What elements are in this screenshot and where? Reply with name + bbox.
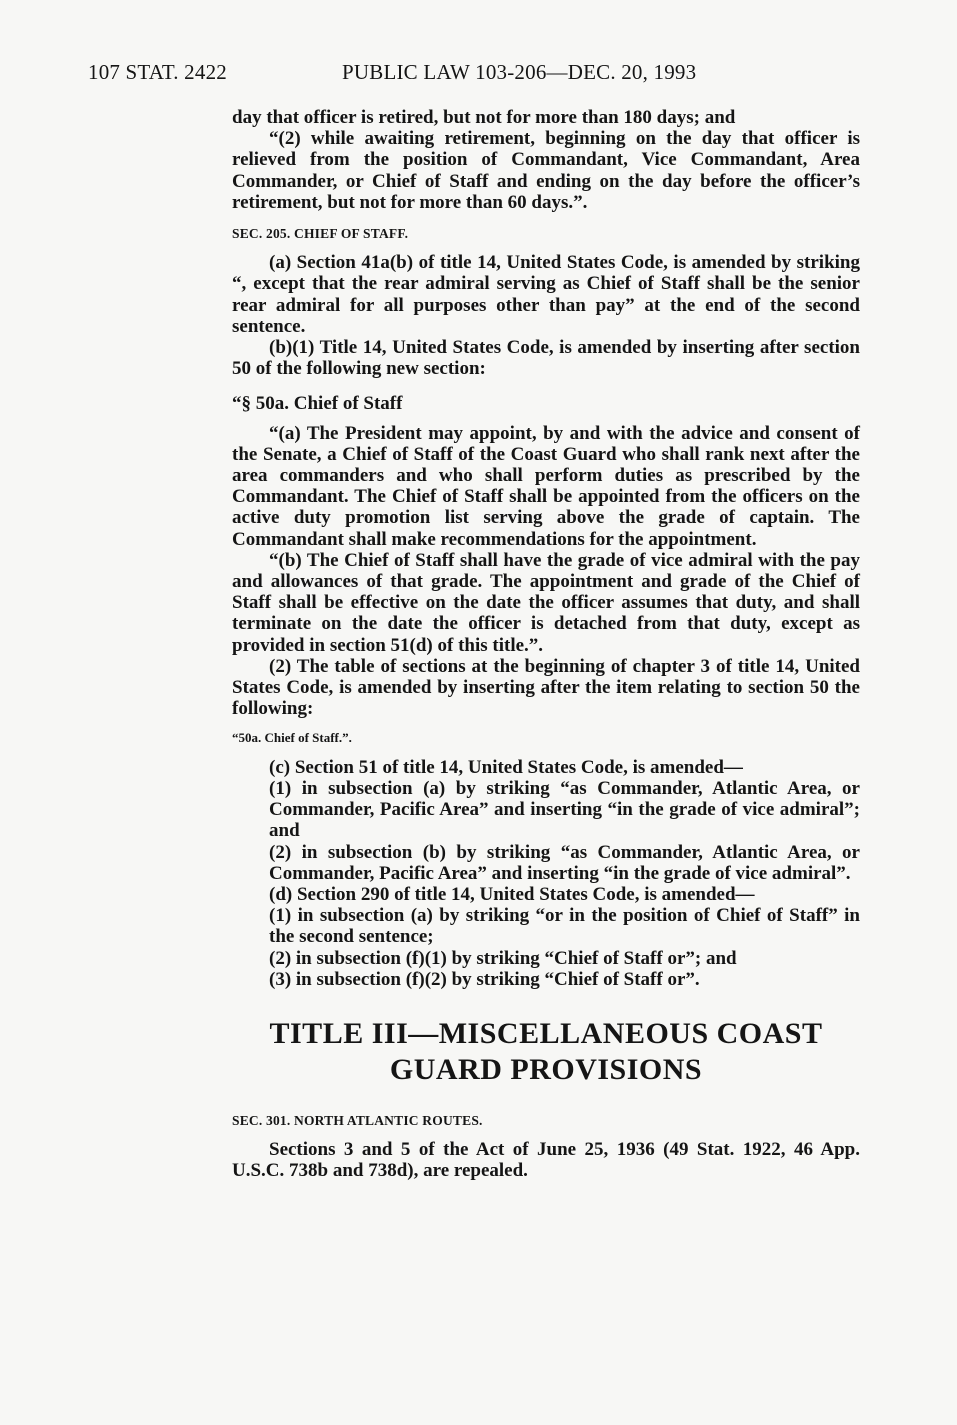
paragraph: (2) The table of sections at the beginning of chapter 3 of title 14, United States Code, is amended by inserting after the item relating to section 50 the following: (232, 655, 860, 720)
paragraph: “(2) while awaiting retirement, beginning on the day that officer is relieved from the position of Commandant, Vice Commandant, Area Commander, or Chief of Staff and ending on the day before the officer’s retirement, but not for more than 60 days.”. (232, 128, 860, 213)
paragraph: “(a) The President may appoint, by and with the advice and consent of the Senate, a Chief of Staff of the Coast Guard who shall rank next after the area commanders and who shall perform duties as prescribed by the Commandant. The Chief of Staff shall be appointed from the officers on the active duty promotion list serving above the grade of captain. The Commandant shall make recommendations for the appointment. (232, 422, 860, 550)
paragraph: day that officer is retired, but not for more than 180 days; and (232, 107, 736, 128)
title-line: TITLE III—MISCELLANEOUS COAST (269, 1016, 823, 1050)
paragraph: (a) Section 41a(b) of title 14, United States Code, is amended by striking “, except that the rear admiral serving as Chief of Staff shall be the senior rear admiral for all purposes other than pay” at the end of the second sentence. (232, 252, 860, 337)
table-of-sections-item: “50a. Chief of Staff.”. (232, 730, 352, 746)
paragraph (232, 905, 860, 947)
paragraph-text: (2) in subsection (b) by striking “as Commander, Atlantic Area, or Commander, Pacific Area” and inserting “in the grade of vice admiral”. (269, 841, 860, 884)
paragraph: Sections 3 and 5 of the Act of June 25, 1936 (49 Stat. 1922, 46 App. U.S.C. 738b and 738d), are repealed. (232, 1139, 860, 1182)
paragraph (232, 948, 860, 969)
paragraph-text: (1) in subsection (a) by striking “or in the position of Chief of Staff” in the second sentence; (269, 905, 860, 948)
document-body (232, 107, 860, 1182)
paragraph: (d) Section 290 of title 14, United States Code, is amended— (269, 883, 755, 905)
title-line: GUARD PROVISIONS (389, 1052, 703, 1086)
paragraph (232, 842, 860, 884)
law-date-header: PUBLIC LAW 103-206—DEC. 20, 1993 (342, 60, 697, 84)
paragraph-text: (1) in subsection (a) by striking “as Commander, Atlantic Area, or Commander, Pacific Area” and inserting “in the grade of vice admiral”; and (269, 777, 860, 842)
paragraph: (b)(1) Title 14, United States Code, is amended by inserting after section 50 of the following new section: (232, 337, 860, 380)
paragraph-text: (3) in subsection (f)(2) by striking “Chief of Staff or”. (269, 968, 700, 990)
section-heading: SEC. 205. CHIEF OF STAFF. (232, 226, 409, 242)
subsection-heading: “§ 50a. Chief of Staff (232, 393, 403, 415)
paragraph: “(b) The Chief of Staff shall have the grade of vice admiral with the pay and allowances of that grade. The appointment and grade of the Chief of Staff shall be effective on the date the officer assumes that duty, and shall terminate on the date the officer is detached from that duty, except as provided in section 51(d) of this title.”. (232, 549, 860, 656)
page-reference: 107 STAT. 2422 (88, 60, 227, 84)
paragraph (232, 969, 860, 990)
paragraph-text: (2) in subsection (f)(1) by striking “Chief of Staff or”; and (269, 947, 737, 969)
paragraph (232, 778, 860, 842)
section-heading: SEC. 301. NORTH ATLANTIC ROUTES. (232, 1112, 483, 1128)
paragraph: (c) Section 51 of title 14, United States Code, is amended— (269, 756, 743, 778)
title-heading (232, 1016, 860, 1088)
